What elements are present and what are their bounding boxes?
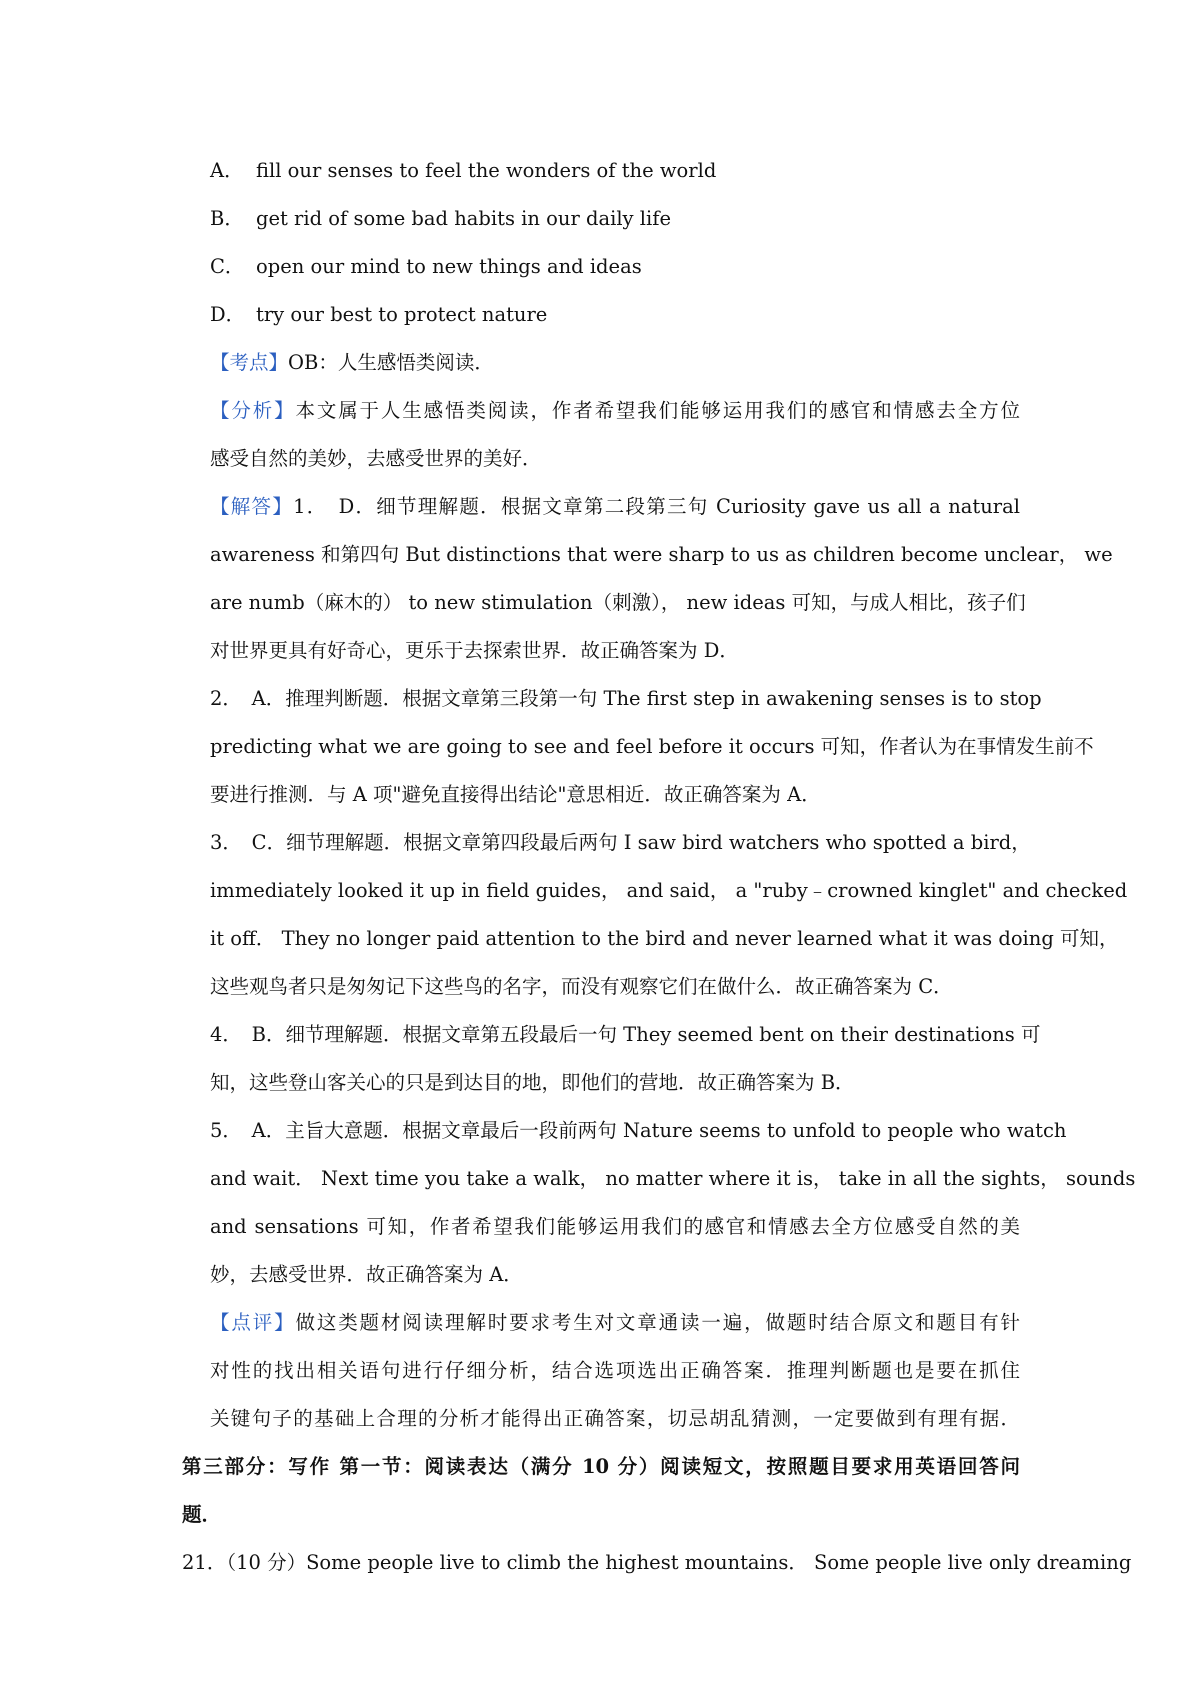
jieda-line-11: 这些观鸟者只是匆匆记下这些鸟的名字，而没有观察它们在做什么．故正确答案为 C．	[210, 975, 953, 998]
jieda-line-14: 5． A．主旨大意题．根据文章最后一段前两句 Nature seems to unfold to people who watch	[210, 1119, 1067, 1142]
option-text: open our mind to new things and ideas	[256, 255, 642, 278]
section-heading-line-1: 第三部分：写作 第一节：阅读表达（满分 10 分）阅读短文，按照题目要求用英语回答问	[182, 1455, 1020, 1478]
option-text: get rid of some bad habits in our daily life	[256, 207, 672, 230]
jieda-line-5: 2． A．推理判断题．根据文章第三段第一句 The first step in awakening senses is to stop	[210, 687, 1042, 710]
jieda-line-1	[210, 492, 1020, 522]
dianping-text-1: 做这类题材阅读理解时要求考生对文章通读一遍，做题时结合原文和题目有针	[295, 1311, 1020, 1334]
option-text: fill our senses to feel the wonders of the world	[256, 159, 717, 182]
option-letter: C．	[210, 255, 245, 278]
jieda-line-4: 对世界更具有好奇心，更乐于去探索世界．故正确答案为 D．	[210, 639, 739, 662]
jieda-line-10: it off． They no longer paid attention to the bird and never learned what it was doing 可知，	[210, 927, 1119, 950]
jieda-line-8: 3． C．细节理解题．根据文章第四段最后两句 I saw bird watchers who spotted a bird，	[210, 831, 1031, 854]
dianping-line-3: 关键句子的基础上合理的分析才能得出正确答案，切忌胡乱猜测，一定要做到有理有据．	[210, 1407, 1020, 1430]
option-letter: D．	[210, 303, 246, 326]
jieda-line-7: 要进行推测．与 A 项"避免直接得出结论"意思相近．故正确答案为 A．	[210, 783, 821, 806]
jieda-text-1: 1． D．细节理解题．根据文章第二段第三句 Curiosity gave us all a natural	[293, 495, 1020, 518]
fenxi-text-1: 本文属于人生感悟类阅读，作者希望我们能够运用我们的感官和情感去全方位	[295, 399, 1020, 422]
kaodian-line	[210, 348, 1020, 378]
jieda-line-15: and wait． Next time you take a walk， no matter where it is， take in all the sights， sounds	[210, 1167, 1136, 1190]
option-c	[210, 252, 1020, 282]
kaodian-text: OB：人生感悟类阅读．	[288, 351, 494, 374]
option-letter: B．	[210, 207, 244, 230]
section-heading-line-2: 题．	[182, 1503, 222, 1526]
option-text: try our best to protect nature	[256, 303, 548, 326]
option-b	[210, 204, 1020, 234]
jieda-line-16: and sensations 可知，作者希望我们能够运用我们的感官和情感去全方位感受自然的美	[210, 1215, 1020, 1238]
jieda-tag: 【解答】	[210, 495, 294, 518]
jieda-line-13: 知，这些登山客关心的只是到达目的地，即他们的营地．故正确答案为 B．	[210, 1071, 855, 1094]
option-letter: A．	[210, 159, 244, 182]
jieda-line-3: are numb（麻木的） to new stimulation（刺激）， new ideas 可知，与成人相比，孩子们	[210, 591, 1026, 614]
kaodian-tag: 【考点】	[210, 351, 289, 374]
fenxi-tag: 【分析】	[210, 399, 296, 422]
fenxi-line-2: 感受自然的美妙，去感受世界的美好．	[210, 447, 542, 470]
option-a	[210, 156, 1020, 186]
jieda-line-2: awareness 和第四句 But distinctions that were sharp to us as children become unclear， we	[210, 543, 1113, 566]
question-21: 21．（10 分）Some people live to climb the highest mountains． Some people live only dreaming	[182, 1551, 1132, 1574]
option-d	[210, 300, 1020, 330]
dianping-tag: 【点评】	[210, 1311, 296, 1334]
jieda-line-12: 4． B．细节理解题．根据文章第五段最后一句 They seemed bent on their destinations 可	[210, 1023, 1041, 1046]
jieda-line-6: predicting what we are going to see and feel before it occurs 可知，作者认为在事情发生前不	[210, 735, 1094, 758]
jieda-line-17: 妙，去感受世界．故正确答案为 A．	[210, 1263, 523, 1286]
jieda-line-9: immediately looked it up in field guides， and said， a "ruby﹣crowned kinglet" and checked	[210, 879, 1128, 902]
fenxi-line-1	[210, 396, 1020, 426]
dianping-line-2: 对性的找出相关语句进行仔细分析，结合选项选出正确答案．推理判断题也是要在抓住	[210, 1359, 1020, 1382]
dianping-line-1	[210, 1308, 1020, 1338]
